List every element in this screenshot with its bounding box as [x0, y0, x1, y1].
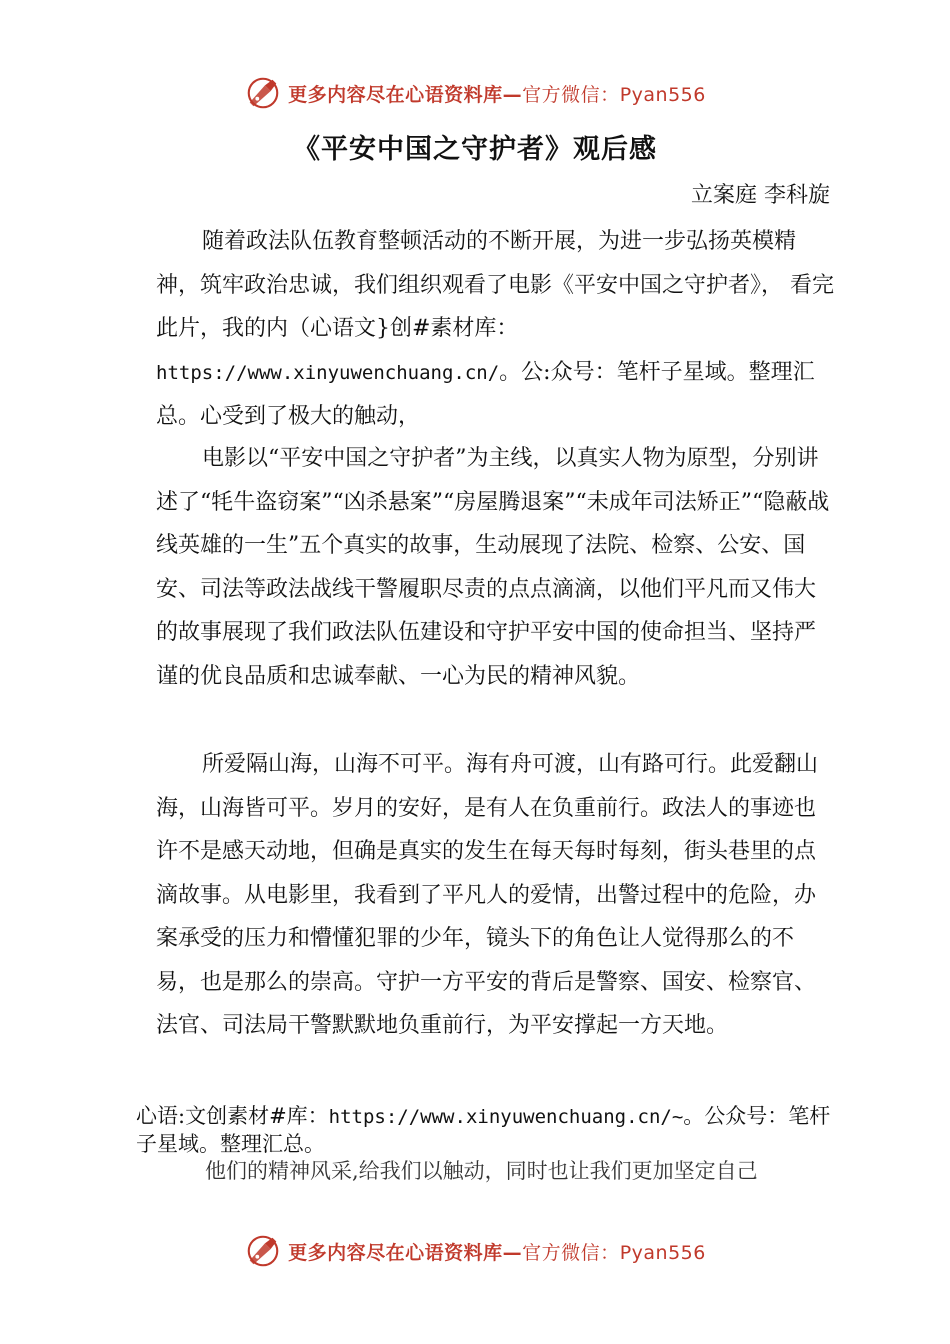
note-url: https://www.xinyuwenchuang.cn/~ [328, 1106, 684, 1128]
header-banner [0, 74, 950, 112]
paragraph-2: 电影以“平安中国之守护者”为主线，以真实人物为原型，分别讲述了“牦牛盗窃案”“凶杀悬案”“房屋腾退案”“未成年司法矫正”“隐蔽战线英雄的一生”五个真实的故事，生动展现了法院、检察、公安、国安、司法等政法战线干警履职尽责的点点滴滴，以他们平凡而又伟大的故事展现了我们政法队伍建设和守护平安中国的使命担当、坚持严谨的优良品质和忠诚奉献、一心为民的精神风貌。 [156, 446, 830, 689]
banner-text: 更多内容尽在心语资料库—官方微信：Pyan556 [288, 1241, 706, 1264]
pen-nib-logo-icon [244, 1232, 282, 1270]
banner-text: 更多内容尽在心语资料库—官方微信：Pyan556 [288, 83, 706, 106]
paragraph-4-start: 他们的精神风采,给我们以触动，同时也让我们更加坚定自己 [205, 1159, 758, 1183]
author-line: 立案庭 李科旋 [691, 183, 830, 208]
paragraph-1: 随着政法队伍教育整顿活动的不断开展，为进一步弘扬英模精神，筑牢政治忠诚，我们组织观看了电影《平安中国之守护者》， 看完此片，我的内（心语文}创#素材库：https://www.xinyuwenchuang.cn/。公:众号：笔杆子星域。整理汇总。心受到了极大的触动， [156, 229, 834, 429]
footer-banner [0, 1232, 950, 1270]
paragraph-3: 所爱隔山海，山海不可平。海有舟可渡，山有路可行。此爱翻山海，山海皆可平。岁月的安好，是有人在负重前行。政法人的事迹也许不是感天动地，但确是真实的发生在每天每时每刻，街头巷里的点滴故事。从电影里，我看到了平凡人的爱情，出警过程中的危险，办案承受的压力和懵懂犯罪的少年，镜头下的角色让人觉得那么的不易，也是那么的崇高。守护一方平安的背后是警察、国安、检察官、法官、司法局干警默默地负重前行，为平安撑起一方天地。 [156, 752, 819, 1038]
source-note: 心语:文创素材#库：https://www.xinyuwenchuang.cn/~。公众号：笔杆子星域。整理汇总。 [136, 1104, 831, 1156]
url-link: https://www.xinyuwenchuang.cn/ [156, 361, 500, 384]
document-title: 《平安中国之守护者》观后感 [293, 134, 657, 165]
pen-nib-logo-icon [244, 74, 282, 112]
